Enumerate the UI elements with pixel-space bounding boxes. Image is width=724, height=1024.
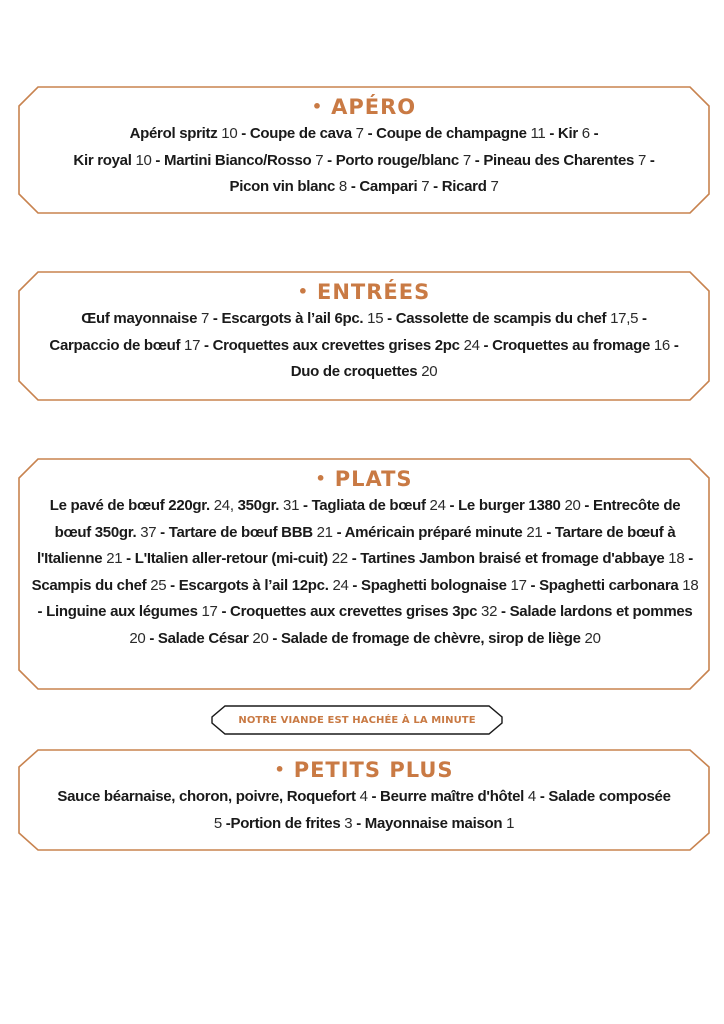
menu-item-name: Duo de croquettes bbox=[290, 363, 418, 380]
menu-item-price: 11 bbox=[530, 125, 546, 142]
section-apero bbox=[18, 86, 710, 214]
menu-item-name: Tartare de bœuf BBB bbox=[168, 523, 313, 541]
section-title-apero bbox=[30, 94, 698, 120]
menu-item-name: Kir royal bbox=[73, 151, 132, 169]
menu-item-name: Tagliata de bœuf bbox=[311, 497, 426, 514]
menu-item-price: 4 bbox=[527, 788, 536, 805]
menu-item-name: Mayonnaise maison bbox=[364, 814, 503, 832]
menu-item-name: Spaghetti carbonara bbox=[539, 576, 679, 594]
section-title-text: PLATS bbox=[334, 467, 413, 491]
menu-item-name: Campari bbox=[359, 178, 418, 195]
menu-items-entrees: Œuf mayonnaise 7 - Escargots à l’ail 6pc. 15 - Cassolette de scampis du chef 17,5 - Carpaccio de bœuf 17 - Croquettes aux crevettes grises 2pc 24 - Croquettes au fromage 16 - Duo de croquettes 20 bbox=[49, 310, 679, 380]
menu-item-name: Tartare de bœuf à l'Italienne bbox=[37, 523, 676, 567]
menu-item-name: Picon vin blanc bbox=[229, 178, 336, 195]
section-title-text: PETITS PLUS bbox=[293, 758, 454, 782]
menu-item-price: 32 bbox=[481, 603, 498, 620]
menu-item-price: 20 bbox=[564, 497, 581, 514]
menu-item-price: 7 bbox=[462, 151, 471, 169]
section-title-plats bbox=[30, 466, 698, 492]
menu-item-price: 4 bbox=[359, 788, 368, 805]
menu-item-price: 8 bbox=[338, 178, 347, 195]
menu-item-price: 7 bbox=[355, 125, 364, 142]
menu-item-name: Sauce béarnaise, choron, poivre, Roquefort bbox=[57, 788, 356, 805]
menu-items-plats: Le pavé de bœuf 220gr. 24, 350gr. 31 - Tagliata de bœuf 24 - Le burger 1380 20 - Entrecôte de bœuf 350gr. 37 - Tartare de bœuf BBB 21 - Américain préparé minute 21 - Tartare de bœuf à l'Italienne 21 - L'Italien aller-retour (mi-cuit) 22 - Tartines Jambon braisé et fromage d'abbaye 18 - Scampis du chef 25 - Escargots à l’ail 12pc. 24 - Spaghetti bolognaise 17 - Spaghetti carbonara 18 - Linguine aux légumes 17 - Croquettes aux crevettes grises 3pc 32 - Salade lardons et pommes 20 - Salade César 20 - Salade de fromage de chèvre, sirop de liège 20 bbox=[31, 497, 699, 647]
menu-item-name: Croquettes aux crevettes grises 2pc bbox=[212, 336, 460, 354]
menu-item-price: 22 bbox=[331, 550, 348, 567]
menu-item-price: 15 bbox=[367, 310, 384, 327]
menu-item-name: Cassolette de scampis du chef bbox=[395, 310, 607, 327]
menu-item-name: Salade de fromage de chèvre, sirop de liège bbox=[280, 629, 581, 647]
bullet-icon: • bbox=[311, 97, 324, 116]
menu-item-price: 31 bbox=[283, 497, 300, 514]
bullet-icon: • bbox=[297, 282, 309, 301]
menu-item-name: Escargots à l’ail 6pc. bbox=[221, 310, 364, 327]
menu-item-price: 18 bbox=[682, 576, 699, 594]
menu-item-price: 24 bbox=[429, 497, 446, 514]
section-title-petits-plus bbox=[30, 757, 698, 783]
menu-item-price: 7 bbox=[201, 310, 210, 327]
section-entrees bbox=[18, 271, 710, 401]
minced-meat-notice bbox=[211, 705, 503, 735]
menu-item-name: Porto rouge/blanc bbox=[335, 151, 459, 169]
menu-item-price: 37 bbox=[140, 523, 157, 541]
menu-item-name: Ricard bbox=[441, 178, 487, 195]
menu-item-price: 3 bbox=[344, 814, 353, 832]
section-title-text: APÉRO bbox=[331, 95, 417, 119]
menu-item-price: 16 bbox=[653, 336, 670, 354]
menu-item-price: 10 bbox=[221, 125, 238, 142]
menu-item-price: 18 bbox=[668, 550, 685, 567]
menu-item-price: 10 bbox=[135, 151, 152, 169]
menu-item-name: Le burger 1380 bbox=[458, 497, 561, 514]
menu-item-name: Scampis du chef bbox=[31, 576, 147, 594]
bullet-icon: • bbox=[315, 469, 327, 488]
menu-item-price: 17,5 bbox=[610, 310, 639, 327]
menu-item-price: 20 bbox=[252, 629, 269, 647]
menu-item-name: Le pavé de bœuf 220gr. bbox=[49, 497, 210, 514]
section-title-entrees bbox=[30, 279, 698, 305]
menu-item-name: Spaghetti bolognaise bbox=[360, 576, 507, 594]
menu-item-name: Américain préparé minute bbox=[344, 523, 523, 541]
menu-item-price: 7 bbox=[637, 151, 646, 169]
menu-item-name: Coupe de cava bbox=[249, 125, 352, 142]
menu-item-price: 21 bbox=[526, 523, 543, 541]
menu-items-apero: Apérol spritz 10 - Coupe de cava 7 - Coupe de champagne 11 - Kir 6 - Kir royal 10 - Martini Bianco/Rosso 7 - Porto rouge/blanc 7 - Pineau des Charentes 7 - Picon vin blanc 8 - Campari 7 - Ricard 7 bbox=[73, 125, 655, 195]
bullet-icon: • bbox=[274, 760, 286, 779]
menu-item-price: 17 bbox=[510, 576, 527, 594]
menu-item-price: 20 bbox=[129, 629, 146, 647]
menu-item-price: 21 bbox=[316, 523, 333, 541]
menu-item-name: Croquettes aux crevettes grises 3pc bbox=[230, 603, 478, 620]
menu-item-name: Coupe de champagne bbox=[376, 125, 527, 142]
menu-item-name: Kir bbox=[557, 125, 578, 142]
menu-item-name: Linguine aux légumes bbox=[46, 603, 198, 620]
menu-item-name: Entrecôte de bœuf 350gr. bbox=[54, 497, 681, 541]
menu-item-name: Tartines Jambon braisé et fromage d'abbaye bbox=[360, 550, 665, 567]
menu-item-price: 17 bbox=[201, 603, 218, 620]
menu-items-petits-plus: Sauce béarnaise, choron, poivre, Roquefort 4 - Beurre maître d'hôtel 4 - Salade composée 5 -Portion de frites 3 - Mayonnaise maison 1 bbox=[57, 788, 671, 832]
menu-item-name: Salade composée bbox=[548, 788, 671, 805]
menu-item-name: Croquettes au fromage bbox=[492, 336, 651, 354]
menu-item-price: 1 bbox=[506, 814, 515, 832]
section-petits-plus bbox=[18, 749, 710, 851]
menu-item-name: Salade César bbox=[157, 629, 249, 647]
section-plats bbox=[18, 458, 710, 690]
menu-item-name: Œuf mayonnaise bbox=[81, 310, 198, 327]
menu-item-name: 350gr. bbox=[237, 497, 280, 514]
menu-item-price: 24 bbox=[463, 336, 480, 354]
menu-item-name: Portion de frites bbox=[230, 814, 341, 832]
menu-item-name: Salade lardons et pommes bbox=[509, 603, 693, 620]
menu-item-name: Martini Bianco/Rosso bbox=[164, 151, 312, 169]
menu-item-price: 6 bbox=[581, 125, 590, 142]
menu-item-price: 24, bbox=[213, 497, 234, 514]
menu-item-price: 20 bbox=[584, 629, 601, 647]
menu-item-price: 24 bbox=[332, 576, 349, 594]
notice-text: NOTRE VIANDE EST HACHÉE À LA MINUTE bbox=[238, 714, 476, 726]
menu-item-name: Escargots à l’ail 12pc. bbox=[178, 576, 329, 594]
menu-item-name: Pineau des Charentes bbox=[483, 151, 635, 169]
menu-item-price: 20 bbox=[421, 363, 438, 380]
menu-item-price: 7 bbox=[490, 178, 499, 195]
menu-item-name: L'Italien aller-retour (mi-cuit) bbox=[134, 550, 328, 567]
menu-item-name: Beurre maître d'hôtel bbox=[380, 788, 525, 805]
section-title-text: ENTRÉES bbox=[317, 280, 431, 304]
menu-item-price: 25 bbox=[150, 576, 167, 594]
menu-item-name: Apérol spritz bbox=[129, 125, 218, 142]
menu-item-name: Carpaccio de bœuf bbox=[49, 336, 181, 354]
menu-item-price: 5 bbox=[213, 814, 222, 832]
menu-item-price: 21 bbox=[106, 550, 123, 567]
menu-item-price: 7 bbox=[421, 178, 430, 195]
menu-item-price: 17 bbox=[184, 336, 201, 354]
menu-item-price: 7 bbox=[315, 151, 324, 169]
